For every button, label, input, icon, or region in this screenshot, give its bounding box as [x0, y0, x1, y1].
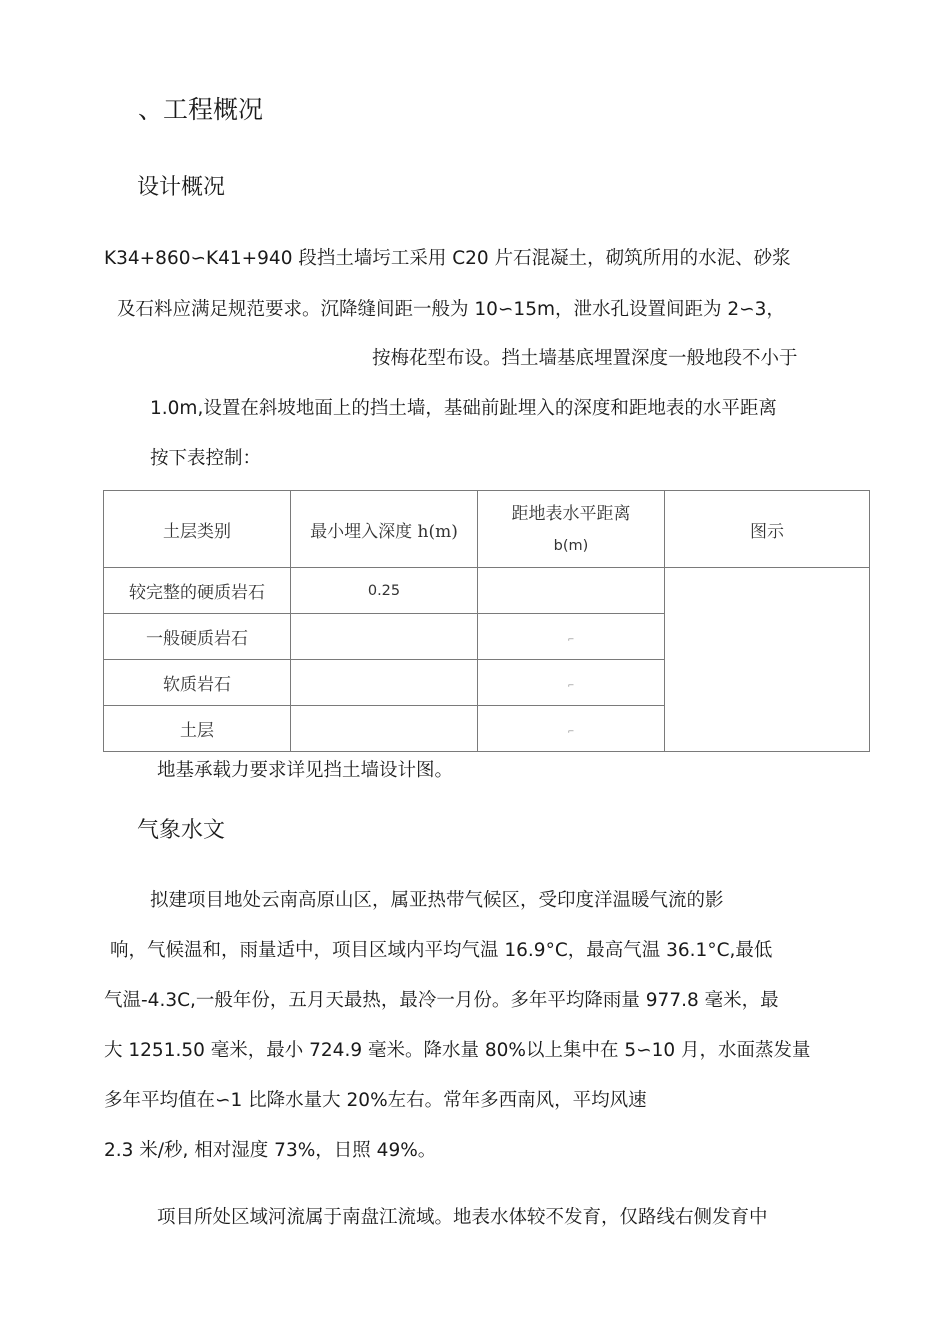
distance-mark: ⌐	[567, 680, 575, 690]
weather-paragraph-line: 2.3 米/秒, 相对湿度 73%，日照 49%。	[104, 1140, 437, 1161]
weather-paragraph-line: 拟建项目地处云南高原山区，属亚热带气候区，受印度洋温暖气流的影	[150, 890, 724, 911]
header-distance-line2: b(m)	[553, 538, 589, 554]
soil-type-cell: 较完整的硬质岩石	[104, 568, 291, 614]
embedment-table	[103, 490, 870, 752]
design-paragraph-line: 按下表控制：	[150, 448, 262, 469]
header-soil-type: 土层类别	[104, 491, 291, 568]
depth-cell	[291, 614, 478, 660]
header-horizontal-distance	[478, 491, 665, 568]
distance-cell	[478, 660, 665, 706]
depth-cell	[291, 706, 478, 752]
header-diagram: 图示	[665, 491, 870, 568]
table-header-row	[104, 491, 870, 568]
soil-type-cell: 软质岩石	[104, 660, 291, 706]
design-paragraph-line: 1.0m,设置在斜坡地面上的挡土墙，基础前趾埋入的深度和距地表的水平距离	[150, 398, 777, 419]
diagram-cell	[665, 568, 870, 752]
river-paragraph-line: 项目所处区域河流属于南盘江流域。地表水体较不发育，仅路线右侧发育中	[157, 1207, 768, 1228]
design-overview-heading: 设计概况	[137, 175, 226, 200]
soil-type-cell: 一般硬质岩石	[104, 614, 291, 660]
header-distance-line1: 距地表水平距离	[511, 504, 631, 524]
distance-cell	[478, 568, 665, 614]
distance-cell	[478, 614, 665, 660]
design-paragraph-line: K34+860∽K41+940 段挡土墙圬工采用 C20 片石混凝土，砌筑所用的水泥、砂浆	[104, 248, 791, 269]
distance-cell	[478, 706, 665, 752]
weather-paragraph-line: 响，气候温和，雨量适中，项目区域内平均气温 16.9°C，最高气温 36.1°C,最低	[110, 940, 773, 961]
design-paragraph-line: 按梅花型布设。挡土墙基底埋置深度一般地段不小于	[372, 348, 798, 369]
soil-type-cell: 土层	[104, 706, 291, 752]
distance-mark: ⌐	[567, 726, 575, 736]
weather-hydrology-heading: 气象水文	[137, 818, 226, 843]
depth-cell: 0.25	[291, 568, 478, 614]
section-title: 、工程概况	[138, 95, 264, 124]
bearing-capacity-note: 地基承载力要求详见挡土墙设计图。	[157, 760, 454, 781]
distance-mark: ⌐	[567, 634, 575, 644]
header-min-depth-text: 最小埋入深度 h(m)	[310, 521, 458, 542]
depth-cell	[291, 660, 478, 706]
header-min-depth	[291, 491, 478, 568]
weather-paragraph-line: 大 1251.50 毫米，最小 724.9 毫米。降水量 80%以上集中在 5∽10 月，水面蒸发量	[104, 1040, 811, 1061]
design-paragraph-line: 及石料应满足规范要求。沉降缝间距一般为 10∽15m，泄水孔设置间距为 2∽3，	[117, 299, 785, 320]
weather-paragraph-line: 气温-4.3C,一般年份，五月天最热，最冷一月份。多年平均降雨量 977.8 毫米，最	[104, 990, 779, 1011]
weather-paragraph-line: 多年平均值在∽1 比降水量大 20%左右。常年多西南风，平均风速	[104, 1090, 647, 1111]
table-row	[104, 568, 870, 614]
